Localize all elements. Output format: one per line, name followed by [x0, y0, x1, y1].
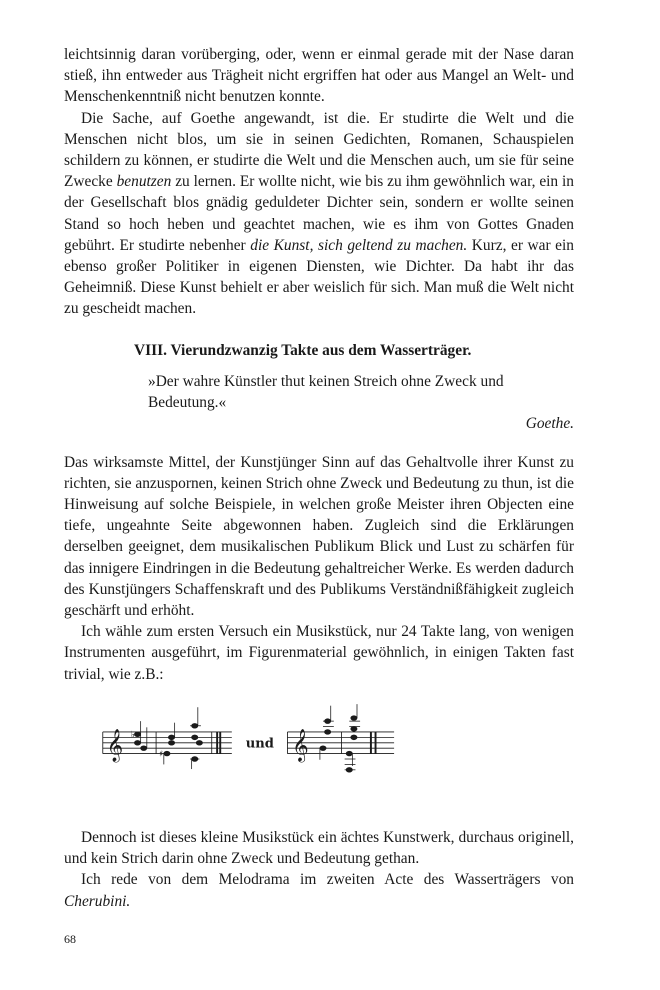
paragraph-1: leichtsinnig daran vorüberging, oder, wenn er einmal gerade mit der Nase daran stieß, ihn entweder aus Trägheit nicht ergriffen hat oder aus Mangel an Welt- und Menschenkenntniß nicht benutzen konnte. [64, 46, 574, 106]
emphasis: benutzen [116, 173, 172, 191]
text-run: zu lernen. Er wollte nicht, wie bis zu ihm gewöhnlich war, ein in der Gesellschaft blos gnädig geduldeter Dichter sein, sondern er wollte seinen Stand so hoch heben und geachtet machen, wie es ihm von Gottes Gnaden gebührt. Er studirte nebenher [64, 173, 574, 254]
page-number: 68 [64, 932, 76, 946]
section-heading: VIII. Vierundzwanzig Takte aus dem Wasserträger. [134, 341, 472, 359]
page-body [64, 44, 574, 685]
music-connector: und [245, 736, 274, 752]
emphasis: Cherubini. [64, 892, 131, 910]
paragraph-3: Das wirksamste Mittel, der Kunstjünger Sinn auf das Gehaltvolle ihrer Kunst zu richten, sie anzuspornen, keinen Strich ohne Zweck und Bedeutung zu thun, ist die Hinweisung auf solche Beispiele, in welchen große Meister ihren Objecten eine tiefe, ungeahnte Seite abgewonnen haben. Zugleich sind die Erklärungen derselben geeignet, dem musikalischen Publikum Blick und Lust zu schärfen für das innigere Eindringen in die Bedeutung gehaltreicher Werke. Es werden dadurch des Kunstjüngers Schaffenskraft und des Publikums Verständnißfähigkeit zugleich geschärft und erhöht. [64, 453, 574, 620]
text-run: Die Sache, auf Goethe angewandt, ist die. Er studirte die Welt und die Menschen nicht blos, um sie in seinen Gedichten, Romanen, Schauspielen schildern zu können, er studirte die Welt und die Menschen auch, um sie für seine Zwecke [64, 109, 574, 191]
epigraph-text: »Der wahre Künstler thut keinen Streich ohne Zweck und Bedeutung.« [148, 372, 504, 411]
paragraph-6 [64, 869, 574, 911]
svg-text:♯: ♯ [159, 749, 164, 760]
epigraph [148, 371, 574, 434]
music-example [0, 650, 510, 800]
text-run: Ich rede von dem Melodrama im zweiten Acte des Wasserträgers von [81, 871, 574, 889]
epigraph-author: Goethe. [525, 414, 574, 432]
treble-clef-icon: 𝄞 [106, 728, 124, 762]
treble-clef-icon: 𝄞 [292, 728, 309, 762]
music-excerpt-left [103, 707, 232, 769]
paragraph-2 [64, 108, 574, 320]
emphasis: die Kunst, sich geltend zu machen. [250, 236, 468, 254]
music-excerpt-right [287, 704, 394, 772]
text-run: Kurz, er war ein ebenso großer Politiker in eigenen Diensten, wie Dichter. Da habt ihr das Geheimniß. Diese Kunst behielt er aber weislich für sich. Man muß die Welt nicht zu gescheidt machen. [64, 236, 574, 318]
paragraph-4: Ich wähle zum ersten Versuch ein Musikstück, nur 24 Takte lang, von wenigen Instrumenten ausgeführt, im Figurenmaterial gewöhnlich, in einigen Takten fast trivial, wie z.B.: [64, 623, 574, 683]
paragraph-5: Dennoch ist dieses kleine Musikstück ein ächtes Kunstwerk, durchaus originell, und kein Strich darin ohne Zweck und Bedeutung gethan. [64, 829, 574, 868]
page-body-continued [64, 827, 574, 912]
svg-text:♭: ♭ [130, 729, 135, 741]
